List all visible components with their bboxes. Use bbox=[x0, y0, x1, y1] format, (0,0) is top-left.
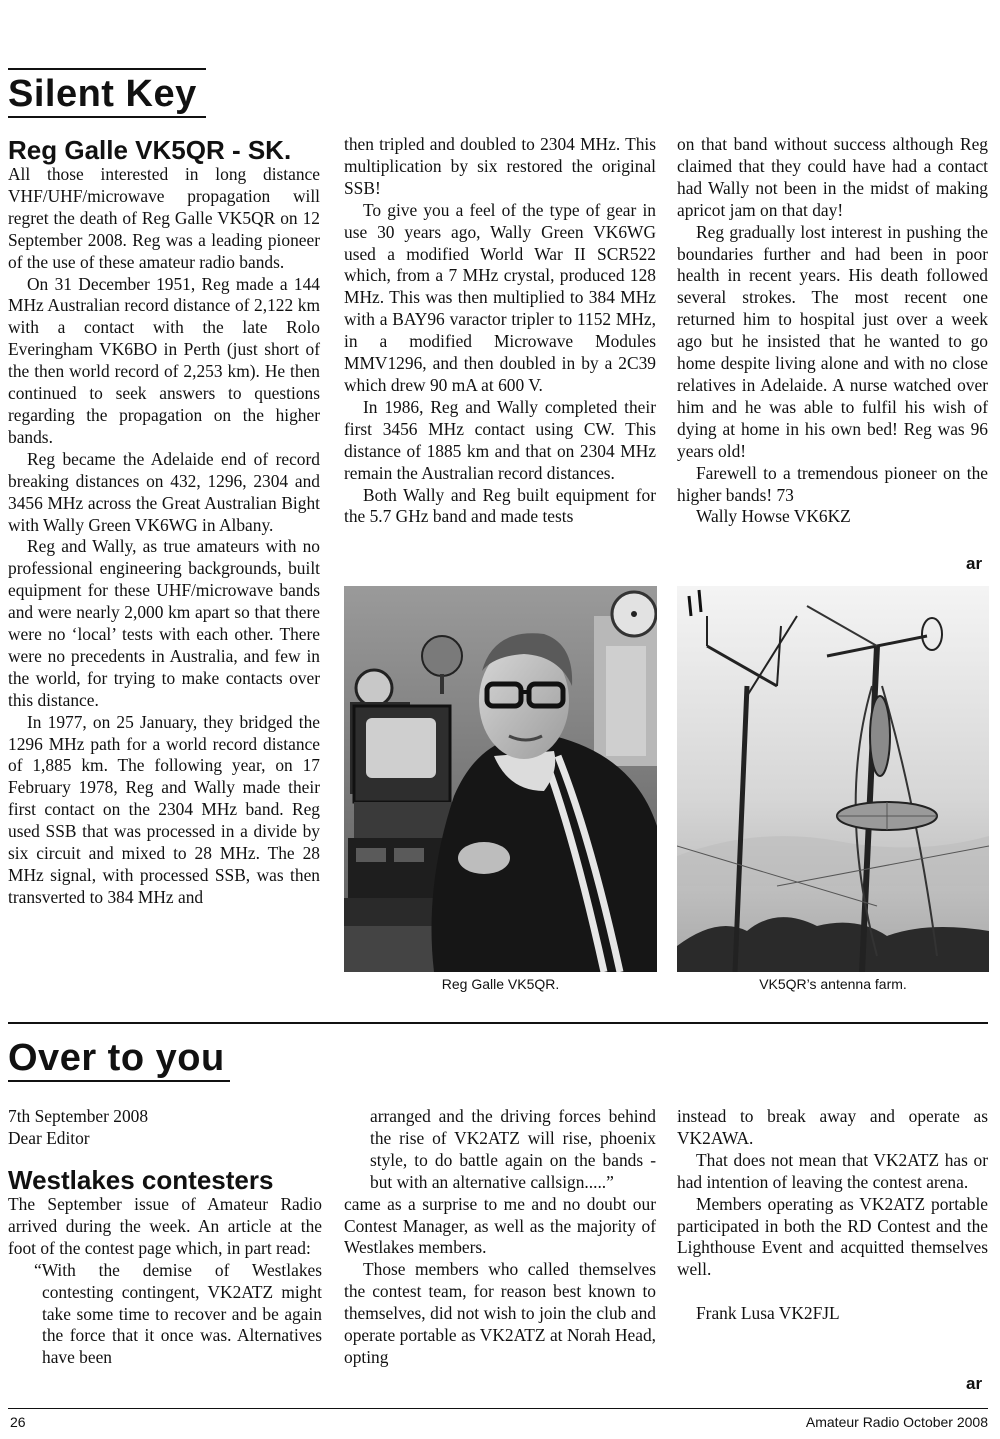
paragraph: All those interested in long distance VHF/UHF/microwave propagation will regret the death of Reg Galle VK5QR on 12 September 2008. Reg was a leading pioneer of the use of these amateur radio bands. bbox=[8, 164, 320, 272]
silent-key-column-3 bbox=[677, 134, 988, 528]
article-title-westlakes: Westlakes contesters bbox=[8, 1165, 274, 1195]
letter-date: 7th September 2008 bbox=[8, 1106, 149, 1126]
paragraph: on that band without success although Reg claimed that they could have had a contact had Wally not been in the midst of making apricot jam on that day! bbox=[677, 134, 988, 220]
photo-caption-antenna-farm: VK5QR’s antenna farm. bbox=[759, 976, 907, 992]
paragraph: Members operating as VK2ATZ portable participated in both the RD Contest and the Lighthouse Event and acquitted themselves well. bbox=[677, 1193, 988, 1280]
over-to-you-column-1-body bbox=[8, 1194, 322, 1369]
photo-caption-reg-galle: Reg Galle VK5QR. bbox=[441, 976, 560, 992]
quoted-text: arranged and the driving forces behind the rise of VK2ATZ will rise, phoenix style, to do battle again on the bands - but with an alternative callsign.....” bbox=[370, 1106, 656, 1192]
page-number: 26 bbox=[10, 1414, 26, 1430]
letter-salutation: Dear Editor bbox=[8, 1127, 90, 1148]
paragraph: To give you a feel of the type of gear in use 30 years ago, Wally Green VK6WG used a modified World War II SCR522 which, from a 7 MHz crystal, produced 128 MHz. This was then multiplied to 384 MHz with a BAY96 varactor tripler to 1152 MHz, in a modified Microwave Modules MMV1296, and then doubled in by a 2C39 which drew 90 mA at 600 V. bbox=[344, 199, 656, 395]
over-to-you-column-2 bbox=[344, 1106, 656, 1369]
paragraph: On 31 December 1951, Reg made a 144 MHz Australian record distance of 2,122 km with a contact with the late Rolo Everingham VK6BO in Perth (just short of the then world record of 2,253 km). He then continued to seek answers to questions regarding the propagation on the higher bands. bbox=[8, 273, 320, 447]
quoted-text: “With the demise of Westlakes contesting contingent, VK2ATZ might take some time to recover and be again the force that it once was. Alternatives have been bbox=[34, 1259, 322, 1368]
paragraph: came as a surprise to me and no doubt our Contest Manager, as well as the majority of Westlakes members. bbox=[344, 1193, 656, 1258]
paragraph: Reg became the Adelaide end of record breaking distances on 432, 1296, 2304 and 3456 MHz across the Great Australian Bight with Wally Green VK6WG in Albany. bbox=[8, 448, 320, 535]
photo-antenna-farm bbox=[677, 586, 989, 972]
publication-name: Amateur Radio October 2008 bbox=[805, 1414, 988, 1430]
paragraph: That does not mean that VK2ATZ has or had intention of leaving the contest arena. bbox=[677, 1149, 988, 1192]
footer-rule bbox=[8, 1408, 988, 1409]
paragraph: Farewell to a tremendous pioneer on the higher bands! 73 bbox=[677, 462, 988, 505]
paragraph: The September issue of Amateur Radio arrived during the week. An article at the foot of the contest page which, in part read: bbox=[8, 1194, 322, 1258]
top-rule bbox=[8, 68, 206, 70]
paragraph: Reg gradually lost interest in pushing the boundaries further and had been in poor health in recent years. His death followed several strokes. The most recent one returned him to hospital just over a week ago but he insisted that he wanted to go home despite living alone and with no close relatives in Adelaide. A nurse watched over him and he was able to fulfil his wish of dying at home in his own bed! Reg was 96 years old! bbox=[677, 221, 988, 461]
end-of-article-tag: ar bbox=[966, 554, 983, 573]
signature: Wally Howse VK6KZ bbox=[696, 506, 851, 527]
section-title-underline bbox=[8, 116, 206, 118]
photo-antenna-farm-illustration bbox=[677, 586, 989, 972]
section-title-silent-key: Silent Key bbox=[8, 73, 197, 115]
paragraph: instead to break away and operate as VK2AWA. bbox=[677, 1106, 988, 1148]
signature: Frank Lusa VK2FJL bbox=[696, 1303, 840, 1324]
article-title-reg-galle: Reg Galle VK5QR - SK. bbox=[8, 135, 292, 165]
silent-key-column-1 bbox=[8, 164, 320, 909]
end-of-article-tag: ar bbox=[966, 1374, 983, 1393]
photo-reg-galle-illustration bbox=[344, 586, 657, 972]
section-title-underline bbox=[8, 1080, 230, 1082]
section-divider-rule bbox=[8, 1022, 988, 1024]
over-to-you-column-3 bbox=[677, 1106, 988, 1325]
over-to-you-column-1 bbox=[8, 1106, 324, 1150]
paragraph: In 1986, Reg and Wally completed their first 3456 MHz contact using CW. This distance of 1885 km and that on 2304 MHz remain the Australian record distances. bbox=[344, 396, 656, 483]
silent-key-column-2 bbox=[344, 134, 656, 528]
paragraph: Reg and Wally, as true amateurs with no professional engineering backgrounds, built equipment for these UHF/microwave bands and were nearly 2,000 km apart so that there were no ‘local’ tests with each other. There were no precedents in Australia, and few in the world, for trying to make contacts over this distance. bbox=[8, 536, 320, 710]
photo-reg-galle bbox=[344, 586, 657, 972]
paragraph: then tripled and doubled to 2304 MHz. This multiplication by six restored the original SSB! bbox=[344, 134, 656, 198]
paragraph: Both Wally and Reg built equipment for the 5.7 GHz band and made tests bbox=[344, 484, 656, 527]
section-title-over-to-you: Over to you bbox=[8, 1037, 225, 1079]
paragraph: In 1977, on 25 January, they bridged the 1296 MHz path for a world record distance of 1,885 km. The following year, on 17 February 1978, Reg and Wally made their first contact on the 2304 MHz band. Reg used SSB that was processed in a divide by six circuit and mixed to 28 MHz. The 28 MHz signal, with processed SSB, was then transverted to 384 MHz and bbox=[8, 711, 320, 907]
paragraph: Those members who called themselves the contest team, for reason best known to themselves, did not wish to join the club and operate portable as VK2ATZ at Norah Head, opting bbox=[344, 1259, 656, 1367]
